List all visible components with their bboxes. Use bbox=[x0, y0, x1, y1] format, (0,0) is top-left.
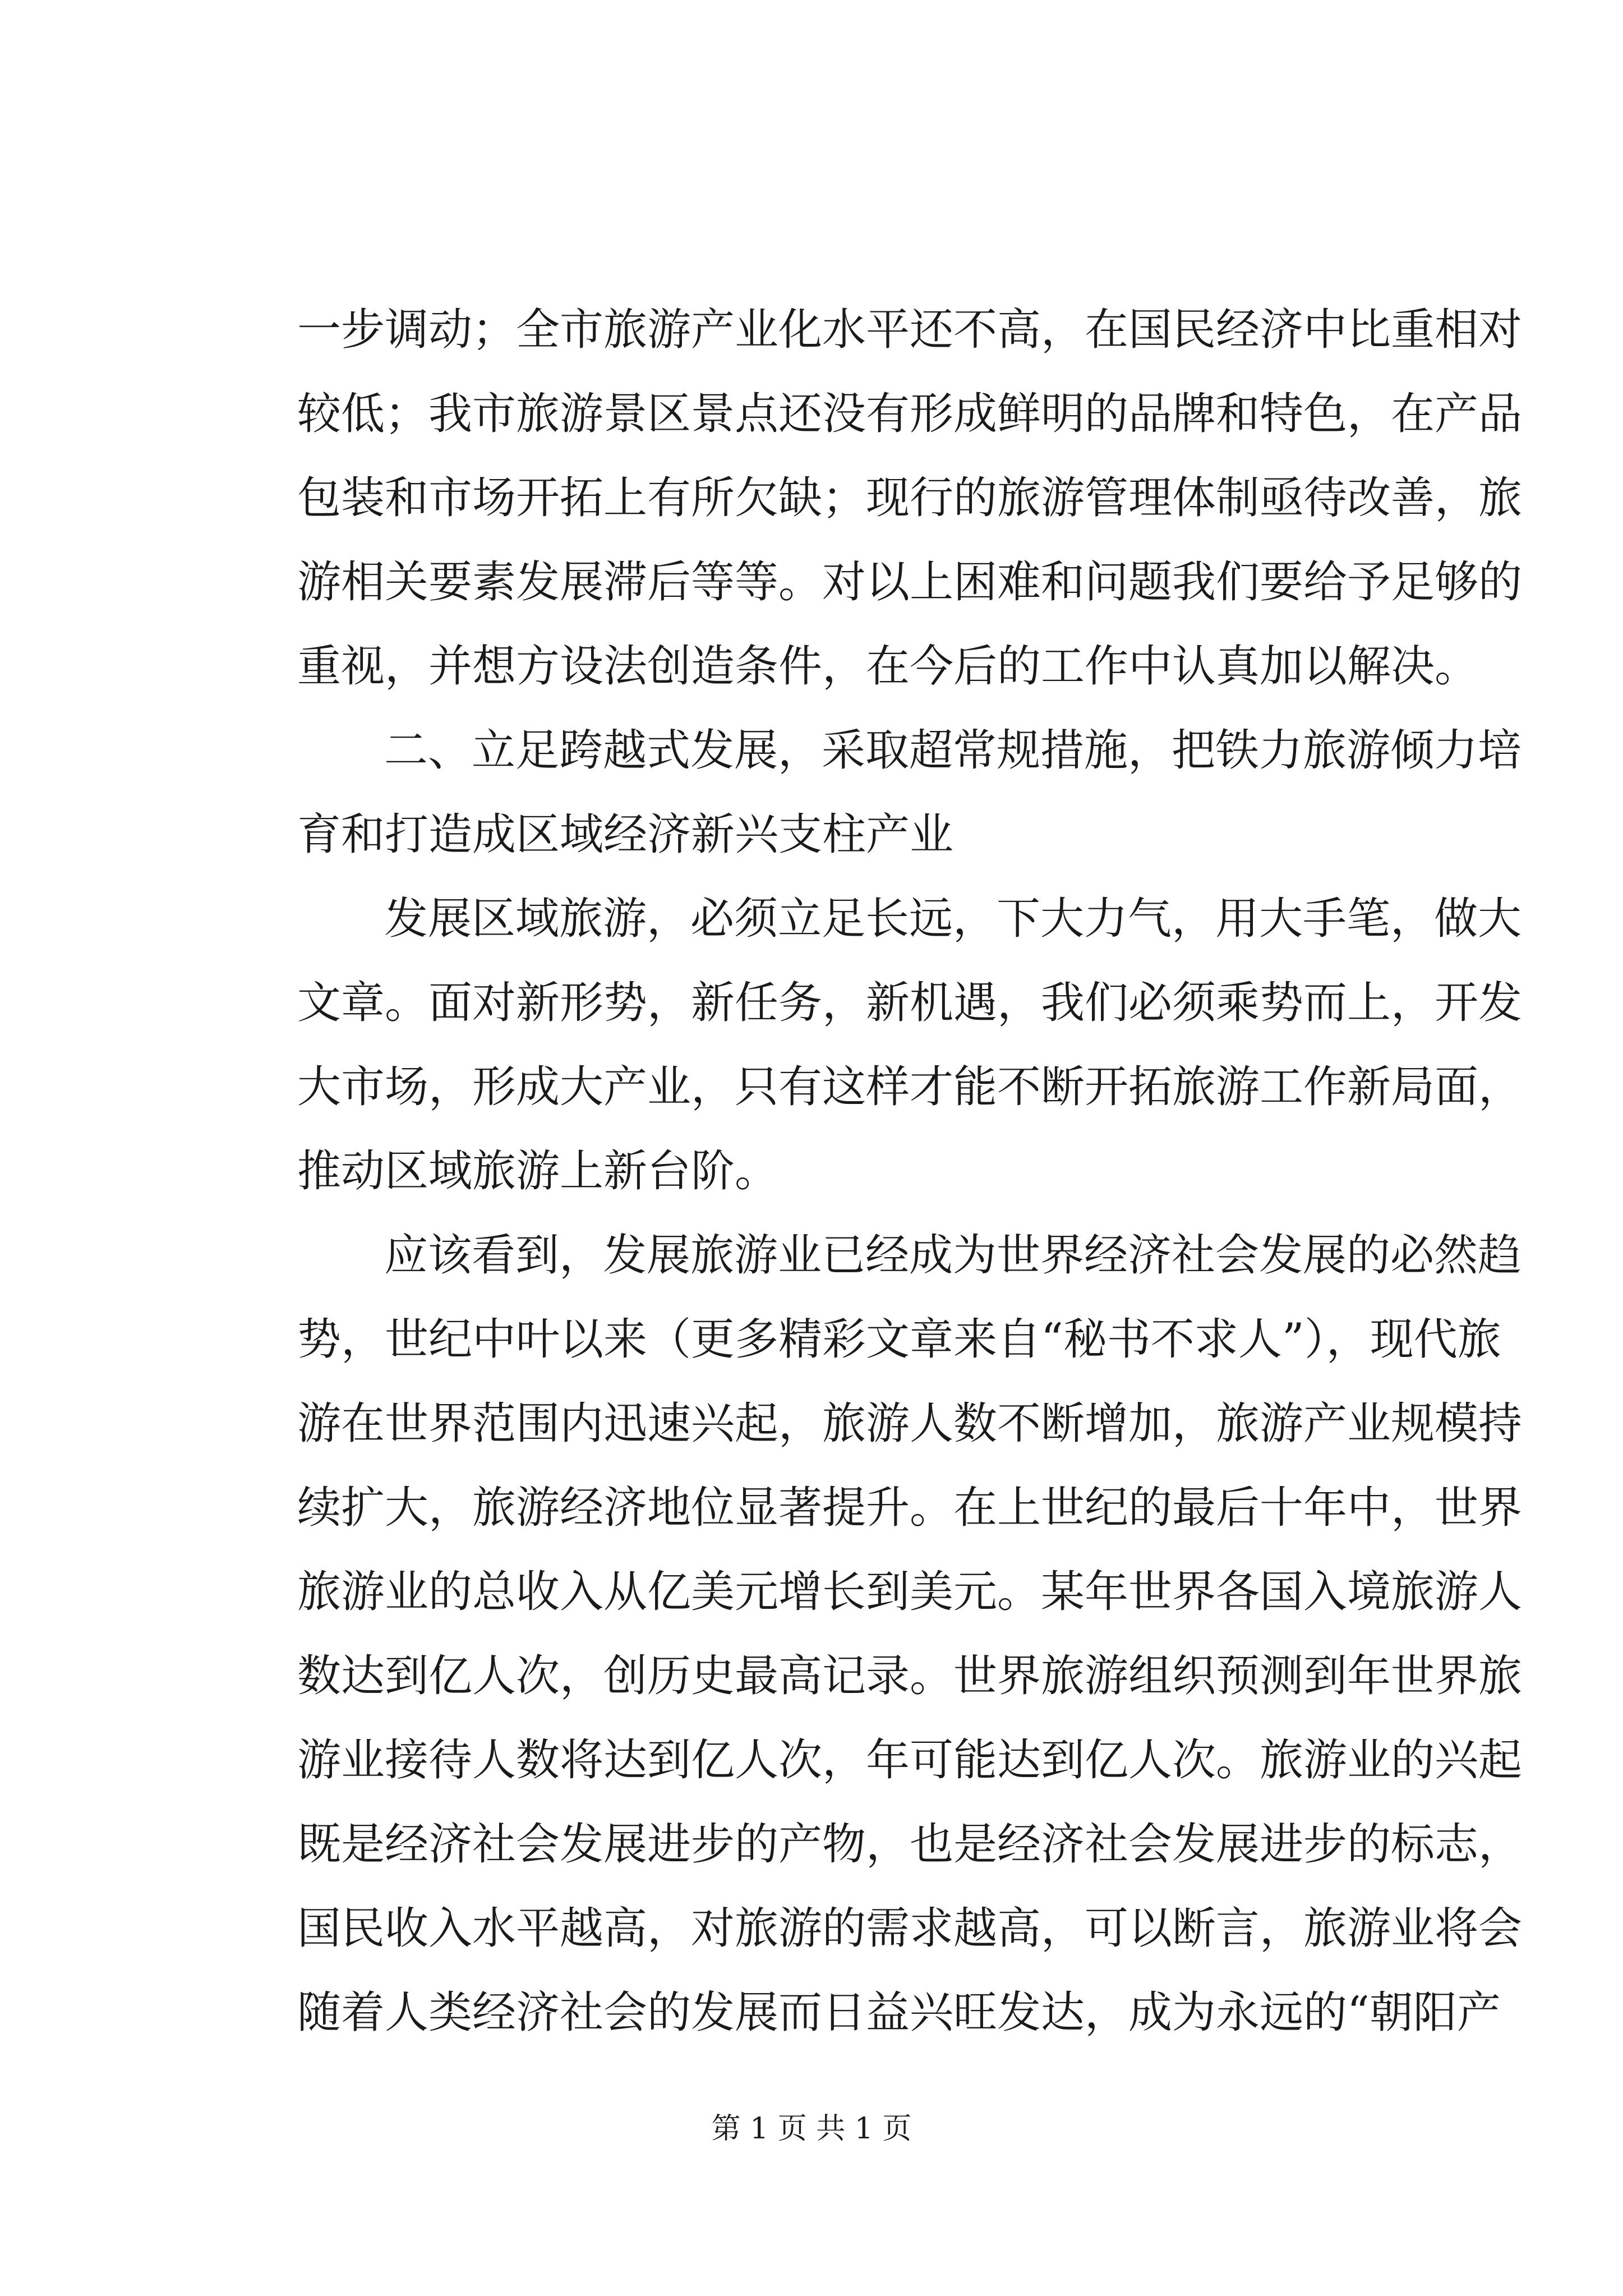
body-text-line: 较低；我市旅游景区景点还没有形成鲜明的品牌和特色，在产品 bbox=[297, 389, 1523, 439]
body-text-line: 游在世界范围内迅速兴起，旅游人数不断增加，旅游产业规模持 bbox=[297, 1398, 1523, 1449]
body-text-line: 一步调动；全市旅游产业化水平还不高，在国民经济中比重相对 bbox=[297, 305, 1523, 355]
section-heading-line: 二、立足跨越式发展，采取超常规措施，把铁力旅游倾力培 bbox=[384, 725, 1522, 776]
body-text-line: 大市场，形成大产业，只有这样才能不断开拓旅游工作新局面， bbox=[297, 1062, 1523, 1112]
body-text-line: 推动区域旅游上新台阶。 bbox=[297, 1146, 779, 1197]
page-footer: 第 1 页 共 1 页 bbox=[711, 2112, 912, 2146]
body-text-line: 势，世纪中叶以来（更多精彩文章来自“秘书不求人”），现代旅 bbox=[297, 1314, 1501, 1365]
body-text-line: 重视，并想方设法创造条件，在今后的工作中认真加以解决。 bbox=[297, 641, 1479, 692]
body-text-line: 国民收入水平越高，对旅游的需求越高，可以断言，旅游业将会 bbox=[297, 1903, 1523, 1954]
body-text-line: 游业接待人数将达到亿人次，年可能达到亿人次。旅游业的兴起 bbox=[297, 1735, 1523, 1786]
body-text-line: 游相关要素发展滞后等等。对以上困难和问题我们要给予足够的 bbox=[297, 557, 1523, 608]
body-text-line: 随着人类经济社会的发展而日益兴旺发达，成为永远的“朝阳产 bbox=[297, 1987, 1501, 2038]
body-text-line: 旅游业的总收入从亿美元增长到美元。某年世界各国入境旅游人 bbox=[297, 1567, 1523, 1617]
body-text-line: 数达到亿人次，创历史最高记录。世界旅游组织预测到年世界旅 bbox=[297, 1651, 1523, 1701]
body-text-line: 包装和市场开拓上有所欠缺；现行的旅游管理体制亟待改善，旅 bbox=[297, 473, 1523, 523]
body-text-line: 发展区域旅游，必须立足长远，下大力气，用大手笔，做大 bbox=[384, 894, 1522, 944]
section-heading-line: 育和打造成区域经济新兴支柱产业 bbox=[297, 809, 954, 860]
body-text-line: 应该看到，发展旅游业已经成为世界经济社会发展的必然趋 bbox=[384, 1230, 1522, 1281]
body-text-line: 文章。面对新形势，新任务，新机遇，我们必须乘势而上，开发 bbox=[297, 978, 1523, 1028]
body-text-line: 既是经济社会发展进步的产物，也是经济社会发展进步的标志， bbox=[297, 1819, 1523, 1870]
body-text-line: 续扩大，旅游经济地位显著提升。在上世纪的最后十年中，世界 bbox=[297, 1483, 1523, 1533]
